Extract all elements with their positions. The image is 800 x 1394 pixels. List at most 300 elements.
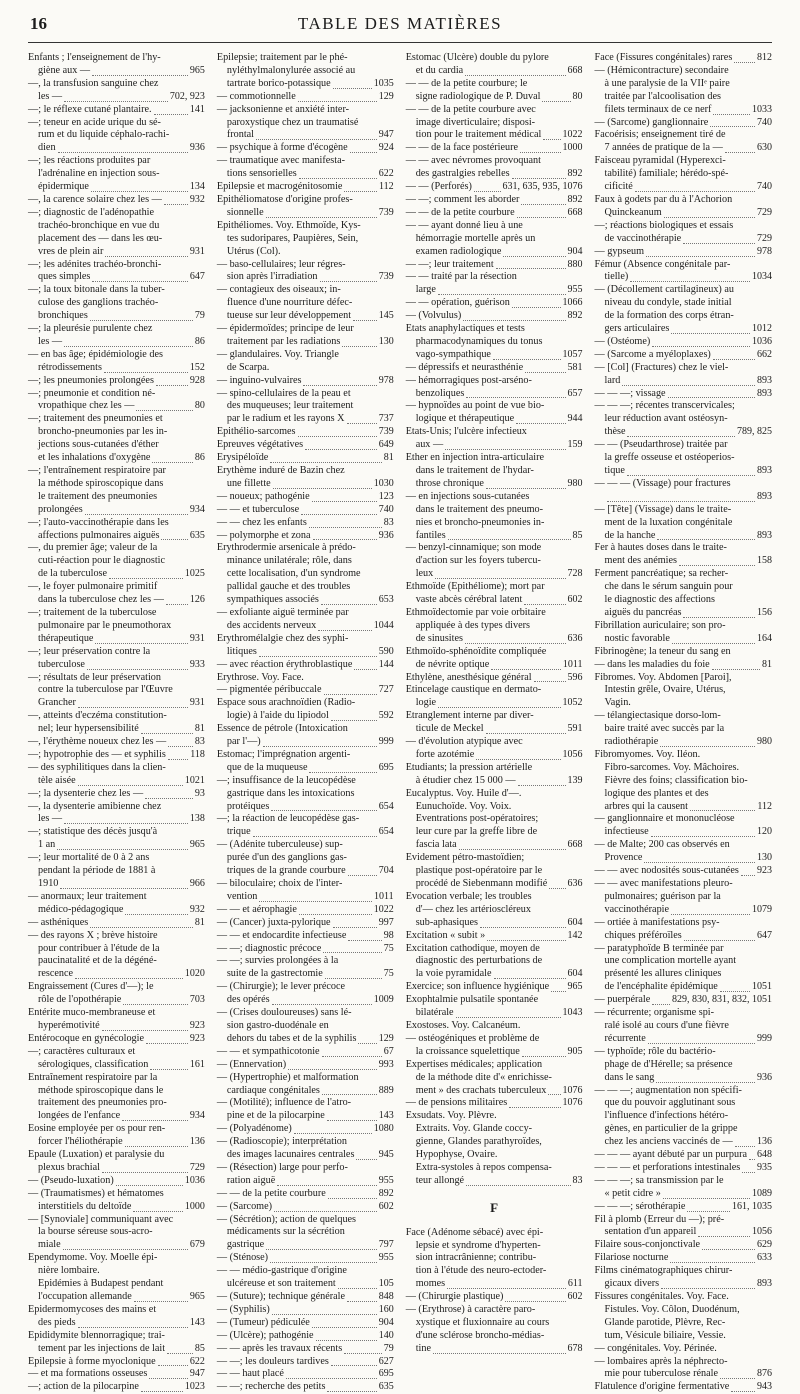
index-entry [595,1381,772,1394]
page-reference: 631, 635, 935, 1076 [502,181,583,193]
index-entry [28,129,205,142]
page-reference: 893 [757,374,773,386]
entry-text: hyperémotivité [38,1019,100,1031]
index-entry [217,129,394,142]
index-entry [595,117,772,130]
index-entry [28,1214,205,1227]
dot-leader [503,247,565,257]
entry-text: examen radiologique [415,245,502,257]
dot-leader [344,1344,382,1354]
index-entry [406,1046,583,1059]
dot-leader [338,1279,377,1289]
entry-text: — (Radioscopie); interprétation [216,1136,347,1148]
entry-text: frontal [226,129,254,141]
entry-text: niveau du condyle, stade initial [604,297,732,309]
index-entry [595,852,772,865]
dot-leader [664,208,755,218]
index-entry [217,1175,394,1188]
entry-text: — — chez les enfants [216,516,307,528]
page-reference: 138 [189,813,205,825]
index-entry [217,1110,394,1123]
page-reference: 144 [378,658,394,670]
index-entry [28,375,205,388]
page-reference: 647 [757,929,773,941]
entry-text: dien [38,142,56,154]
entry-text: — [Col] (Fractures) chez le viel- [594,361,729,373]
dot-leader [331,711,377,721]
entry-text: —; l'entraînement respiratoire par [28,465,166,476]
index-entry [28,530,205,543]
page-reference: 647 [189,271,205,283]
page-reference: 728 [567,568,583,580]
entry-text: — de Malte; 200 cas observés en [594,839,730,851]
dot-leader [271,801,376,811]
index-entry [217,271,394,284]
dot-leader [90,918,193,928]
entry-text: — des syphilitiques dans la clien- [28,761,166,773]
index-entry [406,220,583,233]
entry-text: — pigmentée péribuccale [216,684,322,696]
index-entry [217,684,394,697]
entry-text: — — et aérophagie [216,903,297,915]
entry-text: tielle) [604,271,629,283]
entry-text: — contagieux des oiseaux; in- [216,284,341,296]
index-entry [406,852,583,865]
entry-text: —, la carence solaire chez les — [28,193,162,205]
page-reference: 134 [189,181,205,193]
entry-text: purée d'un des ganglions gas- [226,852,347,864]
entry-text: interstitiels du deltoïde [38,1200,132,1212]
dot-leader [348,866,377,876]
page-reference: 965 [567,981,583,993]
entry-text: vres de plein air [38,245,104,257]
index-columns [28,52,773,1393]
page-reference: 604 [567,968,583,980]
entry-text: Espace sous arachnoïdien (Radio- [216,697,356,709]
dot-leader [253,827,377,837]
index-entry [406,1085,583,1098]
dot-leader [92,66,188,76]
entry-text: Face (Adénome sébacé) avec épi- [405,1226,544,1238]
dot-leader [651,827,755,837]
index-entry [217,310,394,323]
index-entry [28,91,205,104]
dot-leader [299,905,372,915]
dot-leader [122,1111,188,1121]
dot-leader [493,350,561,360]
entry-text: phage de d'Hérelle; sa présence [604,1058,733,1070]
index-entry [595,1330,772,1343]
index-entry [28,1381,205,1394]
entry-text: — asthéniques [28,916,89,928]
entry-text: la bourse séreuse sous-acro- [38,1226,153,1238]
index-entry [406,723,583,736]
page-reference: 965 [189,64,205,76]
entry-text: gastrique [226,1239,265,1251]
entry-text: Expertises médicales; application [405,1058,543,1070]
entry-text: ment de la luxation congénitale [604,516,733,528]
index-entry [595,142,772,155]
index-entry [217,52,394,65]
entry-text: suite de la gastrectomie [226,968,323,980]
entry-text: — benzyl-cinnamique; son mode [405,542,542,554]
index-entry [217,297,394,310]
index-entry [217,65,394,78]
page-reference: 636 [567,878,583,889]
index-entry [28,452,205,465]
index-entry [217,788,394,801]
index-entry [28,981,205,994]
entry-text: prolongées [38,503,83,515]
dot-leader [684,931,755,941]
index-entry [28,323,205,336]
page-reference: 1025 [184,568,205,580]
index-entry [217,1291,394,1304]
entry-text: pulmonaires; guérison par la [604,890,721,902]
index-entry [595,839,772,852]
page-header [30,14,770,38]
dot-leader [505,1292,565,1302]
index-entry [28,839,205,852]
entry-text: médicaments sur la sécrétion [226,1226,345,1238]
entry-text: traitement par les radiations [226,335,341,347]
entry-text: thèse [604,426,626,438]
dot-leader [331,1356,377,1366]
entry-text: tion à l'étude des neuro-ectoder- [415,1265,547,1277]
entry-text: tum, Vésicule biliaire, Vessie. [604,1329,726,1341]
page-reference: 81 [762,658,773,670]
page-reference: 893 [757,529,773,541]
page-reference: 159 [567,439,583,451]
page-reference: 923 [189,1032,205,1044]
page-reference: 1011 [374,890,394,902]
entry-text: culose des ganglions trachéo- [38,297,159,309]
entry-text: Ethylène, anesthésique général [405,671,532,683]
page-reference: 622 [378,168,394,180]
entry-text: — —; comment les aborder [405,193,520,205]
index-entry [217,530,394,543]
page-reference: 158 [757,555,773,567]
index-entry [217,1304,394,1317]
dot-leader [322,1085,377,1095]
page-reference: 1076 [562,1084,583,1096]
dot-leader [277,1176,376,1186]
dot-leader [303,376,376,386]
index-entry [217,1330,394,1343]
index-entry [595,400,772,413]
entry-text: — (Traumatismes) et hématomes [28,1187,164,1199]
entry-text: Provence [604,852,643,864]
entry-text: — (Tumeur) pédiculée [216,1316,310,1328]
entry-text: par l'—) [226,736,261,748]
index-entry [217,155,394,168]
index-entry [406,891,583,904]
entry-text: Epithélio-sarcomes [216,426,296,438]
index-entry [406,710,583,723]
dot-leader [63,1240,188,1250]
index-entry [217,284,394,297]
index-entry [217,194,394,207]
dot-leader [270,453,381,463]
dot-leader [87,660,188,670]
entry-text: — (Sarcome) ganglionnaire [594,116,709,128]
page-reference: 1056 [752,1226,773,1238]
entry-text: dans le traitement des pneumo- [415,503,543,515]
page-reference: 1033 [752,103,773,115]
index-entry [595,775,772,788]
entry-text: — (Volvulus) [405,310,462,322]
index-entry [28,517,205,530]
index-entry [406,1330,583,1343]
entry-text: —; leur préservation contre la [28,645,151,657]
index-entry [406,1007,583,1020]
dot-leader [141,1382,183,1392]
entry-text: aiguës du pancréas [604,606,682,618]
page-reference: 739 [378,271,394,283]
index-entry [595,607,772,620]
dot-leader [720,982,750,992]
index-entry [28,1059,205,1072]
dot-leader [266,208,377,218]
entry-text: — commotionnelle [216,90,296,102]
page-reference: 67 [383,1045,394,1057]
dot-leader [58,143,188,153]
page-reference: 1020 [184,968,205,980]
index-entry [217,491,394,504]
page-reference: 933 [189,658,205,670]
entry-text: — (Sarcome) [216,1200,273,1212]
dot-leader [496,259,566,269]
index-entry [406,168,583,181]
entry-text: dans le sang [604,1071,655,1083]
index-column-2 [216,52,394,1393]
entry-text: litiques [226,645,257,657]
index-entry [595,672,772,685]
index-entry [406,775,583,788]
index-entry [406,594,583,607]
page-reference: 931 [189,632,205,644]
page-reference: 1030 [373,477,394,489]
index-entry [217,388,394,401]
entry-text: aux — [415,439,444,451]
index-entry [406,633,583,646]
dot-leader [671,324,750,334]
index-entry [595,1020,772,1033]
index-entry [406,155,583,168]
entry-text: récurrente [604,1032,646,1044]
page-reference: 1066 [562,297,583,309]
index-entry [28,1123,205,1136]
index-entry [28,1368,205,1381]
dot-leader [648,1034,755,1044]
entry-text: vropathique chez les — [38,400,135,412]
entry-text: Extra-systoles à repos compensa- [415,1161,552,1173]
page-reference: 592 [378,710,394,722]
page-reference: 893 [757,387,773,399]
index-entry [217,697,394,710]
index-entry [28,349,205,362]
index-entry [217,1278,394,1291]
entry-text: — baso-cellulaires; leur régres- [216,258,346,270]
page-reference: 904 [567,245,583,257]
index-entry [406,504,583,517]
dot-leader [259,892,372,902]
index-entry [217,1046,394,1059]
index-entry [595,1252,772,1265]
index-entry [217,1123,394,1136]
dot-leader [305,440,377,450]
page-reference: 86 [194,452,205,464]
entry-text: —; l'auto-vaccinothérapie dans les [28,516,169,528]
entry-text: des accidents nerveux [226,619,317,631]
dot-leader [358,1034,376,1044]
entry-text: broncho-pneumonies par les in- [38,426,168,438]
entry-text: fantiles [415,529,446,541]
index-entry [28,413,205,426]
entry-text: Erythrose. Voy. Face. [216,671,304,683]
page-reference: 955 [378,1252,394,1264]
dot-leader [152,453,192,463]
page-reference: 704 [378,865,394,877]
index-entry [595,994,772,1007]
index-entry [217,1072,394,1085]
index-entry [406,233,583,246]
dot-leader [627,466,755,476]
index-entry [595,155,772,168]
page-reference: 143 [189,1316,205,1328]
dot-leader [438,285,566,295]
index-entry [595,943,772,956]
dot-leader [125,1137,188,1147]
entry-text: — anormaux; leur traitement [28,890,147,902]
index-entry [595,504,772,517]
entry-text: Ether en injection intra-articulaire [405,452,544,464]
page-reference: 955 [567,284,583,296]
entry-text: sion intracrânienne; contribu- [415,1252,537,1264]
entry-text: fluence d'une nourriture défec- [226,297,353,309]
index-column-3 [405,52,583,1354]
page-reference: 1023 [184,1381,205,1393]
entry-text: Grancher [38,697,76,709]
entry-text: —; la dysenterie chez les — [28,787,144,799]
entry-text: le diagnostic des affections [604,594,715,606]
entry-text: — — de la petite courbure [216,1187,326,1199]
entry-text: —; le réflexe cutané plantaire. [28,103,152,115]
dot-leader [149,1369,187,1379]
page-reference: 1034 [752,271,773,283]
entry-text: che dans le sérum sanguin pour [604,581,733,593]
entry-text: —; caractères culturaux et [28,1045,136,1057]
page-reference: 947 [189,1368,205,1380]
index-entry [595,530,772,543]
page-reference: 789, 825 [737,426,773,438]
index-entry [406,194,583,207]
entry-text: —; teneur en acide urique du sé- [28,116,161,128]
index-entry [217,1226,394,1239]
entry-text: — — (Pseudarthrose) traitée par [594,439,728,451]
page-reference: 812 [757,52,773,63]
dot-leader [668,388,755,398]
index-entry [217,1085,394,1098]
page-reference: 695 [378,1368,394,1380]
index-entry [595,181,772,194]
page-reference: 648 [757,1149,773,1161]
dot-leader [486,479,566,489]
page-reference: 978 [378,374,394,386]
entry-text: — dépressifs et neurasthénie [405,361,524,373]
index-entry [595,930,772,943]
page-reference: 1009 [373,994,394,1006]
index-entry [28,1201,205,1214]
index-entry [595,478,772,491]
dot-leader [734,53,755,63]
entry-text: Erythème induré de Bazin chez [216,465,345,476]
entry-text: —; la réaction de leucopédèse gas- [216,813,360,825]
index-entry [406,297,583,310]
entry-text: tabilité) familiale; hérédo-spé- [604,168,729,180]
entry-text: la voie pyramidale [415,968,492,980]
entry-text: Fièvre des foins; classification bio- [604,774,748,786]
entry-text: — traumatique avec manifesta- [216,155,345,167]
index-entry [406,788,583,801]
page-reference: 1079 [752,903,773,915]
entry-text: nière lombaire. [38,1265,100,1277]
entry-text: — biloculaire; choix de l'inter- [216,878,343,889]
index-entry [406,697,583,710]
index-entry [406,542,583,555]
page-reference: 923 [757,865,773,877]
index-entry [28,775,205,788]
entry-text: des images lacunaires centrales [226,1149,355,1161]
dot-leader [509,1098,560,1108]
entry-text: — (Pseudo-luxation) [28,1174,114,1186]
index-entry [595,904,772,917]
index-entry [28,904,205,917]
entry-text: — — —; récentes transcervicales; [594,400,735,412]
page-reference: 1051 [752,981,773,993]
index-entry [595,762,772,775]
index-entry [595,594,772,607]
entry-text: signe radiologique de P. Duval [415,90,541,102]
index-entry [406,491,583,504]
entry-text: de la hanche [604,529,656,541]
entry-text: Erythromélalgie chez des syphi- [216,632,349,644]
index-entry [595,1226,772,1239]
index-entry [406,1149,583,1162]
page-reference: 112 [757,800,773,812]
index-entry [406,426,583,439]
entry-text: logique et thérapeutique [415,413,515,425]
entry-text: — d'évolution atypique avec [405,736,523,748]
page-reference: 668 [567,64,583,76]
dot-leader [534,672,566,682]
index-entry [595,723,772,736]
index-entry [406,336,583,349]
page-reference: 81 [383,452,394,464]
dot-leader [272,1305,377,1315]
entry-text: épidermique [38,181,89,193]
index-entry [406,581,583,594]
entry-text: gienne, Glandes parathyroïdes, [415,1136,542,1148]
entry-text: large [415,284,436,296]
entry-text: tement par les injections de lait [38,1342,166,1354]
dot-leader [166,595,188,605]
page-reference: 85 [572,529,583,541]
index-entry [406,826,583,839]
dot-leader [294,1124,372,1134]
entry-text: —; hypotrophie des — et syphilis [28,748,166,760]
entry-text: Epithéliomes. Voy. Ethmoïde, Kys- [216,219,361,231]
